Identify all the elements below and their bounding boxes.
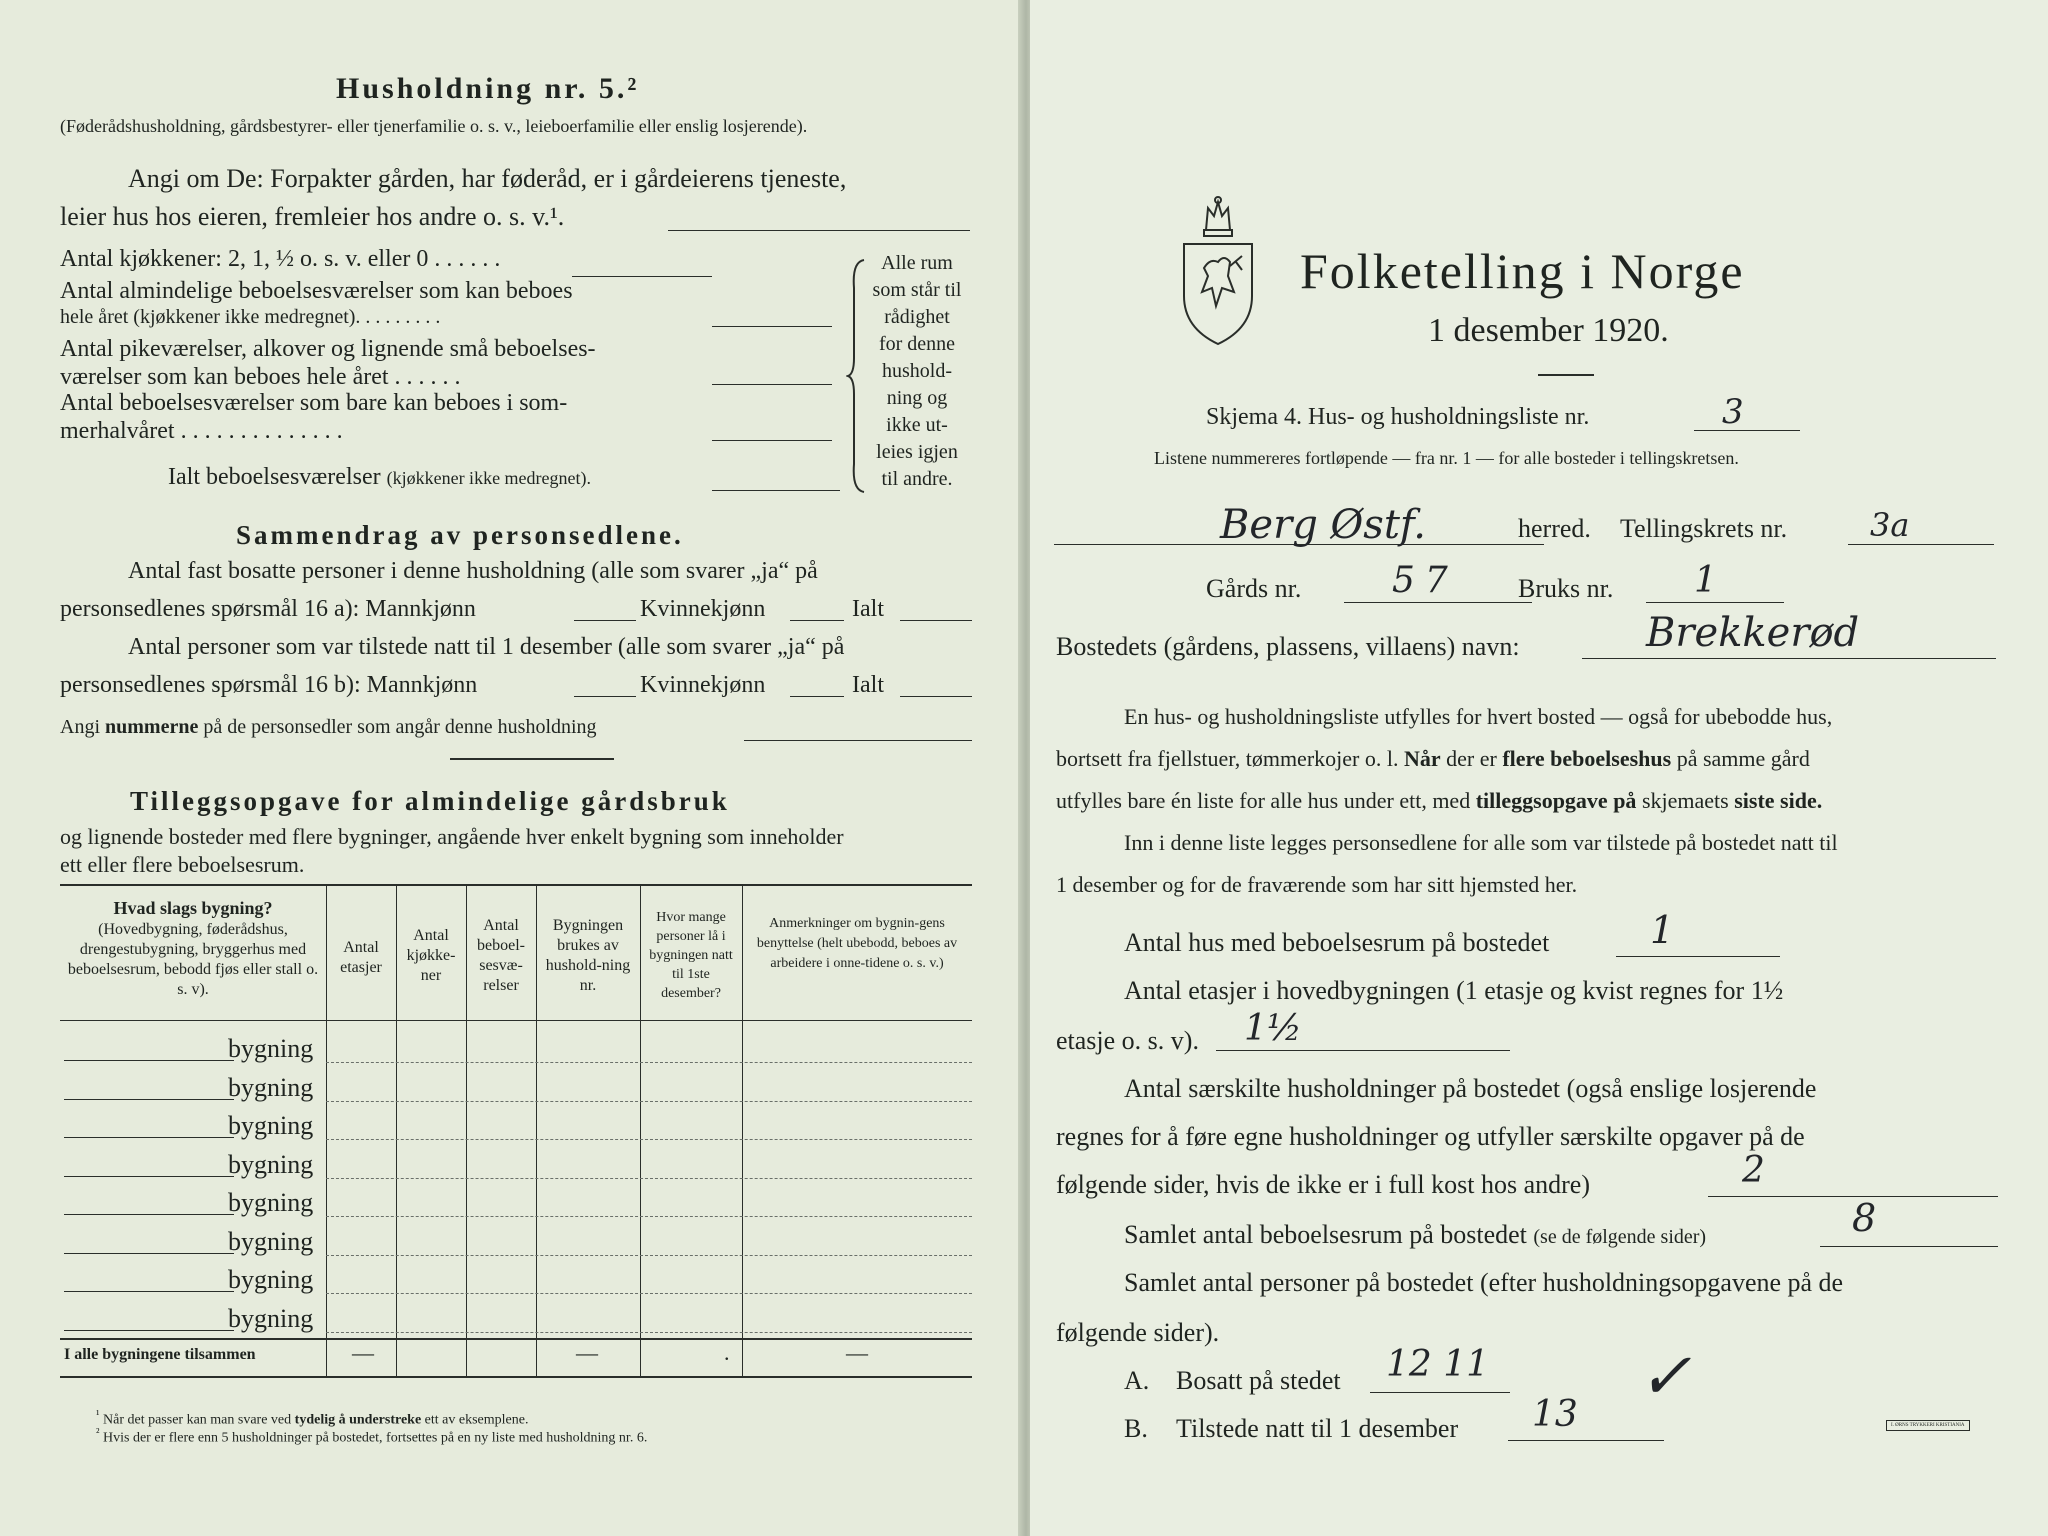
footnote-2-marker: ² bbox=[96, 1426, 100, 1439]
q-rum-line bbox=[1820, 1246, 1998, 1247]
p1-total-label: Ialt bbox=[852, 596, 884, 622]
tillegg-sub-1: og lignende bosteder med flere bygninger, angående hver enkelt bygning som inneholder bbox=[60, 824, 844, 849]
q-etasjer-line bbox=[1216, 1050, 1510, 1051]
para1-line3-bold2: siste side. bbox=[1734, 788, 1823, 813]
q-pers-line1: Samlet antal personer på bostedet (efter husholdningsopgavene på de bbox=[1124, 1268, 1844, 1297]
building-name-line bbox=[64, 1330, 234, 1331]
table-row bbox=[326, 1101, 972, 1102]
angi-pre: Angi bbox=[60, 716, 100, 738]
intro-line-1: Angi om De: Forpakter gården, har føderåd, er i gårdeierens tjeneste, bbox=[128, 164, 847, 193]
gards-value: 57 bbox=[1392, 560, 1458, 601]
footnote-1-bold: tydelig å understreke bbox=[294, 1412, 422, 1428]
table-row bbox=[326, 1332, 972, 1333]
q-rum-value: 8 bbox=[1852, 1196, 1877, 1240]
table-bottom-rule bbox=[60, 1376, 972, 1378]
p2-male-line bbox=[574, 696, 636, 697]
side-note bbox=[862, 250, 972, 493]
building-name-line bbox=[64, 1176, 234, 1177]
total-mark: — bbox=[576, 1340, 598, 1365]
building-row-label: bygning bbox=[228, 1188, 314, 1217]
kitchens-answer-line bbox=[572, 276, 712, 277]
krets-line bbox=[1848, 544, 1994, 545]
room-total bbox=[168, 464, 591, 491]
total-mark: — bbox=[846, 1340, 868, 1365]
q-hush-value: 2 bbox=[1742, 1150, 1765, 1191]
household-intro-paren: (Føderådshusholdning, gårdsbestyrer- eller tjenerfamilie o. s. v., leieboerfamilie eller enslig losjerende). bbox=[60, 116, 808, 136]
table-col-divider bbox=[640, 884, 641, 1376]
b-value: 13 bbox=[1532, 1394, 1578, 1435]
table-row bbox=[326, 1255, 972, 1256]
q-hus: Antal hus med beboelsesrum på bostedet bbox=[1124, 928, 1550, 957]
building-row-label: bygning bbox=[228, 1072, 314, 1102]
bruks-label: Bruks nr. bbox=[1518, 574, 1614, 603]
room-q-summer-a: Antal beboelsesværelser som bare kan beboes i som- bbox=[60, 390, 568, 416]
header-floors: Antal etasjer bbox=[340, 939, 382, 976]
side-note-line: ning og bbox=[886, 387, 948, 409]
para1-line1: En hus- og husholdningsliste utfylles for hvert bosted — også for ubebodde hus, bbox=[1124, 704, 1833, 729]
bosted-line bbox=[1582, 658, 1996, 659]
table-col-divider bbox=[396, 884, 397, 1376]
footnote-2 bbox=[96, 1426, 647, 1447]
side-note-line: som står til bbox=[872, 279, 962, 301]
building-name-line bbox=[64, 1214, 234, 1215]
left-page bbox=[0, 0, 1022, 1536]
table-row bbox=[326, 1293, 972, 1294]
section-divider bbox=[450, 758, 614, 760]
q-pers-line2: følgende sider). bbox=[1056, 1318, 1220, 1347]
census-title: Folketelling i Norge bbox=[1300, 243, 1745, 299]
room-total-label: Ialt beboelsesværelser bbox=[168, 464, 381, 490]
building-row-label: bygning bbox=[228, 1111, 314, 1140]
p1-male-line bbox=[574, 620, 636, 621]
skjema-nr-value: 3 bbox=[1722, 392, 1744, 432]
header-household-nr: Bygningen brukes av hushold-ning nr. bbox=[545, 917, 631, 994]
gards-label: Gårds nr. bbox=[1206, 574, 1302, 603]
room-q-maid-a: Antal pikeværelser, alkover og lignende små beboelses- bbox=[60, 336, 596, 362]
q-hush-line2: regnes for å føre egne husholdninger og utfyller særskilte opgaver på de bbox=[1056, 1122, 1805, 1151]
header-persons: Hvor mange personer lå i bygningen natt til 1ste desember? bbox=[649, 910, 733, 1001]
intro-line-2: leier hus hos eieren, fremleier hos andre o. s. v.¹. bbox=[60, 202, 565, 231]
p1-female-label: Kvinnekjønn bbox=[640, 596, 766, 622]
q-hush-line1: Antal særskilte husholdninger på bostedet (også enslige losjerende bbox=[1124, 1074, 1817, 1103]
footnote-1-post: ett av eksemplene. bbox=[424, 1412, 529, 1428]
room-q-summer-b: merhalvåret . . . . . . . . . . . . . . bbox=[60, 418, 343, 444]
table-row bbox=[326, 1178, 972, 1179]
side-note-line: for denne bbox=[878, 333, 956, 355]
para2-line1: Inn i denne liste legges personsedlene for alle som var tilstede på bostedet natt til bbox=[1124, 830, 1838, 855]
footnote-1-marker: ¹ bbox=[96, 1408, 100, 1421]
para1-line2-pre: bortsett fra fjellstuer, tømmerkojer o. l. bbox=[1056, 746, 1399, 771]
q-etasjer-line2: etasje o. s. v). bbox=[1056, 1026, 1199, 1055]
q-hush-line3: følgende sider, hvis de ikke er i full kost hos andre) bbox=[1056, 1170, 1590, 1199]
b-text: Tilstede natt til 1 desember bbox=[1176, 1414, 1459, 1443]
bosted-label: Bostedets (gårdens, plassens, villaens) navn: bbox=[1056, 632, 1520, 661]
p2-total-line bbox=[900, 696, 972, 697]
table-total-rule bbox=[60, 1338, 972, 1340]
summary-title: Sammendrag av personsedlene. bbox=[236, 520, 684, 550]
header-kitchens: Antal kjøkke-ner bbox=[406, 927, 456, 984]
header-building-type bbox=[64, 898, 322, 1000]
q-hus-line bbox=[1616, 956, 1780, 957]
summary-p1b-label: personsedlenes spørsmål 16 a): Mannkjønn bbox=[60, 596, 476, 622]
maid-answer-line bbox=[712, 384, 832, 385]
room-q-kitchens: Antal kjøkkener: 2, 1, ½ o. s. v. eller 0 . . . . . . bbox=[60, 246, 501, 272]
bosted-value: Brekkerød bbox=[1646, 610, 1860, 656]
building-name-line bbox=[64, 1099, 234, 1100]
building-row-label: bygning bbox=[228, 1303, 314, 1333]
a-text: Bosatt på stedet bbox=[1176, 1366, 1341, 1395]
angi-answer-line bbox=[744, 740, 972, 741]
header-building-type-bold: Hvad slags bygning? bbox=[113, 898, 273, 918]
a-value: 12 11 bbox=[1386, 1344, 1490, 1385]
p2-female-line bbox=[790, 696, 844, 697]
a-label: A. bbox=[1124, 1366, 1150, 1395]
building-row-label: bygning bbox=[228, 1226, 314, 1256]
skjema-label: Skjema 4. Hus- og husholdningsliste nr. bbox=[1206, 404, 1590, 430]
table-col-divider bbox=[466, 884, 467, 1376]
room-q-ordinary-a: Antal almindelige beboelsesværelser som kan beboes bbox=[60, 278, 573, 304]
bruks-value: 1 bbox=[1694, 560, 1717, 601]
para1-line3 bbox=[1056, 788, 1822, 814]
table-header-rule bbox=[60, 1020, 972, 1021]
para1-line2-mid: der er bbox=[1446, 746, 1497, 771]
para2-line2: 1 desember og for de fraværende som har sitt hjemsted her. bbox=[1056, 872, 1578, 897]
skjema-nr-line bbox=[1694, 430, 1800, 431]
table-col-divider bbox=[326, 884, 327, 1376]
angi-nummerne bbox=[60, 716, 597, 739]
building-name-line bbox=[64, 1291, 234, 1292]
building-name-line bbox=[64, 1137, 234, 1138]
footnote-2-text: Hvis der er flere enn 5 husholdninger på bostedet, fortsettes på en ny liste med husholdning nr. 6. bbox=[103, 1430, 648, 1446]
para1-line3-mid: skjemaets bbox=[1641, 788, 1729, 813]
para1-line2-post: på samme gård bbox=[1676, 746, 1810, 771]
title-divider bbox=[1538, 374, 1594, 376]
building-name-line bbox=[64, 1253, 234, 1254]
p1-total-line bbox=[900, 620, 972, 621]
building-row-label: bygning bbox=[228, 1265, 314, 1294]
total-mark: — bbox=[352, 1340, 374, 1365]
angi-post: på de personsedler som angår denne husholdning bbox=[203, 716, 597, 738]
intro-answer-line bbox=[668, 230, 970, 231]
table-col-divider bbox=[742, 884, 743, 1376]
summary-p2a: Antal personer som var tilstede natt til 1 desember (alle som svarer „ja“ på bbox=[128, 634, 845, 660]
check-mark: ✓ bbox=[1638, 1340, 1692, 1414]
room-total-paren: (kjøkkener ikke medregnet). bbox=[386, 468, 592, 488]
herred-value: Berg Østf. bbox=[1220, 502, 1426, 548]
census-date: 1 desember 1920. bbox=[1428, 312, 1669, 349]
b-label: B. bbox=[1124, 1414, 1148, 1443]
q-rum bbox=[1124, 1220, 1706, 1250]
tillegg-sub-2: ett eller flere beboelsesrum. bbox=[60, 852, 305, 877]
side-note-line: til andre. bbox=[881, 468, 953, 490]
a-line bbox=[1370, 1392, 1510, 1393]
para1-line2 bbox=[1056, 746, 1810, 772]
table-col-divider bbox=[536, 884, 537, 1376]
table-row bbox=[326, 1062, 972, 1063]
header-building-type-text: (Hovedbygning, føderådshus, drengestubygning, bryggerhus med beboelsesrum, bebodd fjøs eller stall o. s. v). bbox=[67, 921, 319, 998]
bruks-line bbox=[1646, 602, 1784, 603]
q-hus-value: 1 bbox=[1650, 908, 1675, 952]
p2-total-label: Ialt bbox=[852, 672, 884, 698]
krets-value: 3a bbox=[1870, 506, 1910, 544]
building-name-line bbox=[64, 1060, 234, 1061]
coat-of-arms-icon bbox=[1178, 196, 1258, 348]
q-etasjer-line1: Antal etasjer i hovedbygningen (1 etasje og kvist regnes for 1½ bbox=[1124, 976, 1784, 1005]
para1-line2-bold2: flere beboelseshus bbox=[1502, 746, 1672, 771]
footnote-1-pre: Når det passer kan man svare ved bbox=[103, 1412, 292, 1428]
q-rum-label: Samlet antal beboelsesrum på bostedet bbox=[1124, 1220, 1527, 1249]
summary-p1b bbox=[60, 596, 476, 623]
right-page bbox=[1030, 0, 2048, 1536]
herred-label: herred. bbox=[1518, 514, 1591, 543]
side-note-line: Alle rum bbox=[881, 252, 953, 274]
household-title: Husholdning nr. 5.² bbox=[336, 72, 640, 105]
summer-answer-line bbox=[712, 440, 832, 441]
q-rum-paren: (se de følgende sider) bbox=[1533, 1226, 1707, 1248]
summary-p2b: personsedlenes spørsmål 16 b): Mannkjønn bbox=[60, 672, 478, 698]
listene-note: Listene nummereres fortløpende — fra nr. 1 — for alle bosteder i tellingskretsen. bbox=[1154, 448, 1739, 468]
p1-female-line bbox=[790, 620, 844, 621]
room-total-answer-line bbox=[712, 490, 840, 491]
table-row bbox=[326, 1216, 972, 1217]
side-note-line: ikke ut- bbox=[886, 414, 948, 436]
room-q-maid-b: værelser som kan beboes hele året . . . . . . bbox=[60, 364, 461, 390]
building-row-label: bygning bbox=[228, 1034, 314, 1063]
side-note-line: hushold- bbox=[882, 360, 952, 382]
b-line bbox=[1508, 1440, 1664, 1441]
side-note-line: rådighet bbox=[884, 306, 950, 328]
q-etasjer-value: 1½ bbox=[1244, 1008, 1302, 1049]
header-rooms: Antal beboel-sesvæ-relser bbox=[477, 917, 525, 994]
para1-line2-bold1: Når bbox=[1403, 746, 1441, 771]
p2-female-label: Kvinnekjønn bbox=[640, 672, 766, 698]
table-row bbox=[326, 1139, 972, 1140]
summary-p1a: Antal fast bosatte personer i denne husholdning (alle som svarer „ja“ på bbox=[128, 558, 818, 584]
total-mark: . bbox=[724, 1340, 730, 1365]
ordinary-answer-line bbox=[712, 326, 832, 327]
krets-label: Tellingskrets nr. bbox=[1620, 514, 1788, 543]
tillegg-title: Tilleggsopgave for almindelige gårdsbruk bbox=[130, 786, 730, 816]
gards-line bbox=[1344, 602, 1532, 603]
table-top-rule bbox=[60, 884, 972, 886]
side-note-line: leies igjen bbox=[876, 441, 958, 463]
printer-stamp: I. ØRNS TRYKKERI KRISTIANIA bbox=[1886, 1420, 1970, 1431]
para1-line3-bold1: tilleggsopgave på bbox=[1475, 788, 1637, 813]
angi-bold: nummerne bbox=[105, 716, 199, 738]
total-row-label: I alle bygningene tilsammen bbox=[64, 1346, 256, 1363]
header-remarks: Anmerkninger om bygnin-gens benyttelse (helt ubebodd, beboes av arbeidere i onne-tidene o. s. v.) bbox=[756, 916, 958, 971]
building-row-label: bygning bbox=[228, 1149, 314, 1179]
para1-line3-pre: utfylles bare én liste for alle hus under ett, med bbox=[1056, 788, 1471, 813]
room-q-ordinary-b: hele året (kjøkkener ikke medregnet). . . . . . . . . bbox=[60, 306, 441, 328]
